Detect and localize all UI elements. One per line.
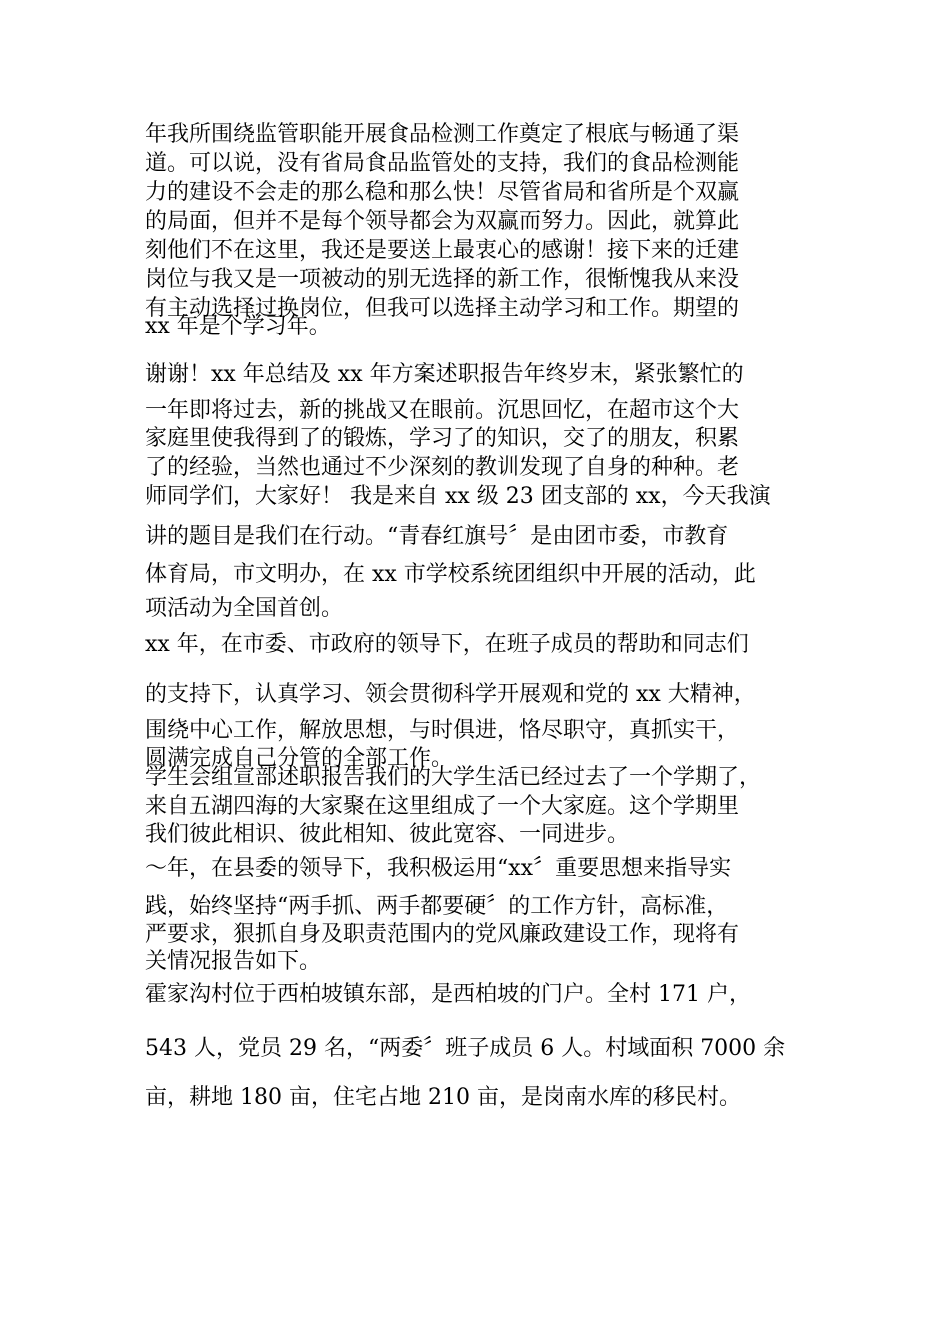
text-line: 有主动选择过换岗位，但我可以选择主动学习和工作。期望的 [145,296,740,321]
text-line: ～年，在县委的领导下，我积极运用“xx〞重要思想来指导实 [145,856,732,881]
text-line: 学生会组宣部述职报告我们的大学生活已经过去了一个学期了， [145,765,762,790]
text-line: xx 年，在市委、市政府的领导下，在班子成员的帮助和同志们 [145,632,749,657]
text-line: 霍家沟村位于西柏坡镇东部，是西柏坡的门户。全村 171 户， [145,982,751,1007]
text-line: 家庭里使我得到了的锻炼，学习了的知识，交了的朋友，积累 [145,426,740,451]
text-line: 我们彼此相识、彼此相知、彼此宽容、一同进步。 [145,822,630,847]
text-line: 刻他们不在这里，我还是要送上最衷心的感谢！接下来的迁建 [145,238,740,263]
text-line: 道。可以说，没有省局食品监管处的支持，我们的食品检测能 [145,151,740,176]
text-line: 了的经验，当然也通过不少深刻的教训发现了自身的种种。老 [145,455,740,480]
text-line: 力的建设不会走的那么稳和那么快！尽管省局和省所是个双赢 [145,180,740,205]
text-line: 的局面，但并不是每个领导都会为双赢而努力。因此，就算此 [145,209,740,234]
text-line: 体育局，市文明办，在 xx 市学校系统团组织中开展的活动，此 [145,562,756,587]
text-line: xx 年是个学习年。 [145,314,331,339]
text-line: 岗位与我又是一项被动的别无选择的新工作，很惭愧我从来没 [145,267,740,292]
text-line: 来自五湖四海的大家聚在这里组成了一个大家庭。这个学期里 [145,794,740,819]
text-line: 圆满完成自己分管的全部工作。 [145,746,454,771]
text-line: 亩，耕地 180 亩，住宅占地 210 亩，是岗南水库的移民村。 [145,1085,741,1110]
text-line: 谢谢！xx 年总结及 xx 年方案述职报告年终岁末，紧张繁忙的 [145,362,744,387]
text-line: 师同学们，大家好！ 我是来自 xx 级 23 团支部的 xx，今天我演 [145,484,771,509]
text-line: 严要求，狠抓自身及职责范围内的党风廉政建设工作，现将有 [145,922,740,947]
text-line: 一年即将过去，新的挑战又在眼前。沉思回忆，在超市这个大 [145,398,740,423]
text-line: 践，始终坚持“两手抓、两手都要硬〞的工作方针，高标准， [145,894,729,919]
text-line: 年我所围绕监管职能开展食品检测工作奠定了根底与畅通了渠 [145,122,740,147]
text-line: 的支持下，认真学习、领会贯彻科学开展观和党的 xx 大精神， [145,682,756,707]
text-line: 543 人，党员 29 名，“两委〞班子成员 6 人。村域面积 7000 余 [145,1036,786,1061]
text-line: 围绕中心工作，解放思想，与时俱进，恪尽职守，真抓实干， [145,718,740,743]
text-line: 关情况报告如下。 [145,949,322,974]
text-line: 项活动为全国首创。 [145,596,344,621]
text-line: 讲的题目是我们在行动。“青春红旗号〞是由团市委，市教育 [145,524,729,549]
